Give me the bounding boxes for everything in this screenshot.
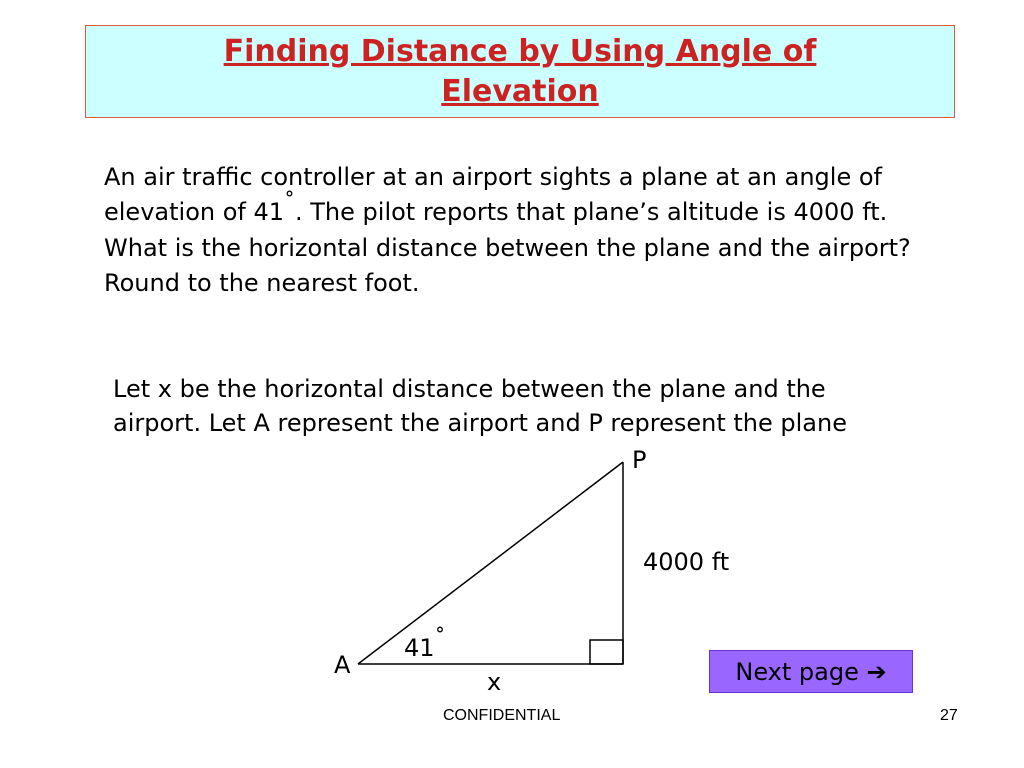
angle-value: 41 xyxy=(404,634,435,662)
triangle-hypotenuse xyxy=(358,462,623,664)
arrow-right-icon: ➔ xyxy=(866,657,887,686)
next-page-label: Next page xyxy=(735,657,859,686)
problem-part-2: . The pilot reports that plane’s altitude is 4000 ft. What is the horizontal distance between the plane and the airport? Round to the nearest foot. xyxy=(104,197,911,297)
problem-part-1: An air traffic controller at an airport sights a plane at an angle of elevation of 41 xyxy=(104,163,882,226)
altitude-label: 4000 ft xyxy=(643,548,730,576)
footer-confidential: CONFIDENTIAL xyxy=(443,707,561,724)
next-page-button[interactable] xyxy=(709,650,913,693)
slide-title: Finding Distance by Using Angle of Elevation xyxy=(223,33,817,109)
setup-text: Let x be the horizontal distance between the plane and the airport. Let A represent the airport and P represent the plane xyxy=(113,375,847,437)
page-number: 27 xyxy=(940,707,958,724)
problem-degree-symbol: ˚ xyxy=(284,190,296,216)
vertex-label-p: P xyxy=(632,446,647,474)
angle-degree-symbol: ˚ xyxy=(434,627,446,652)
base-label-x: x xyxy=(487,668,502,696)
vertex-label-a: A xyxy=(334,651,351,679)
right-angle-marker xyxy=(590,640,623,664)
angle-label xyxy=(404,627,446,664)
